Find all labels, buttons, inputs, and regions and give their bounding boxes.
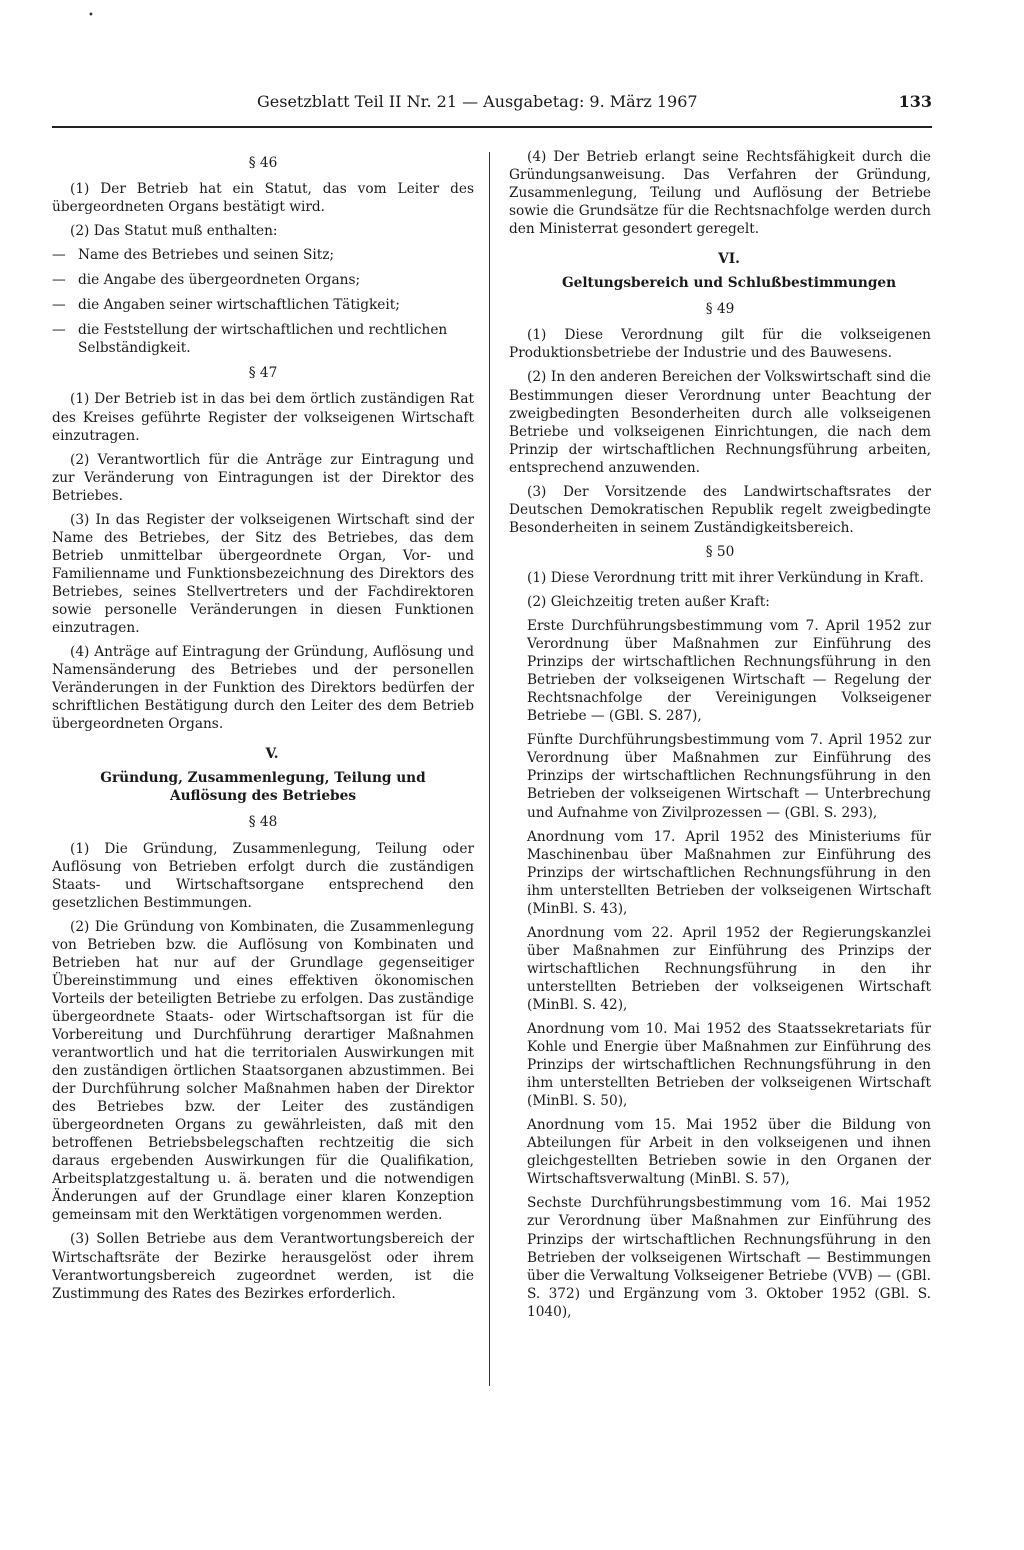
chapter-vi-title: Geltungsbereich und Schlußbestimmungen	[561, 275, 897, 292]
list-item: Anordnung vom 17. April 1952 des Ministeriums für Maschinenbau über Maßnahmen zur Einführung des Prinzips der wirtschaftlichen Rechnungsführung in den ihm unterstellten Betrieben der volkseigenen Wirtschaft (MinBl. S. 43),	[527, 828, 931, 917]
list-item: Anordnung vom 10. Mai 1952 des Staatssekretariats für Kohle und Energie über Maßnahmen zur Einführung des Prinzips der wirtschaftlichen Rechnungsführung in den ihm unterstellten Betrieben der volkseigenen Wirtschaft (MinBl. S. 50),	[527, 1021, 931, 1110]
list-item: — die Feststellung der wirtschaftlichen und rechtlichen Selbständigkeit.	[52, 321, 474, 357]
s47-paragraph-3: (3) In das Register der volkseigenen Wirtschaft sind der Name des Betriebes, der Sitz des Betriebes, das dem Betrieb unmittelbar übergeordnete Organ, Vor- und Familienname und Funktionsbezeichnung des Direktors des Betriebes, seines Stellvertreters und der Fachdirektoren sowie personelle Veränderungen in diesen Funktionen einzutragen.	[52, 511, 474, 637]
list-item: — die Angaben seiner wirtschaftlichen Tätigkeit;	[52, 296, 474, 314]
chapter-v-title-line-2: Auflösung des Betriebes	[169, 788, 357, 805]
s48-paragraph-4: (4) Der Betrieb erlangt seine Rechtsfähigkeit durch die Gründungsanweisung. Das Verfahren der Gründung, Zusammenlegung, Teilung und Auflösung der Betriebe sowie die Grundsätze für die Rechtsnachfolge werden durch den Ministerrat gesondert geregelt.	[509, 149, 931, 238]
s49-paragraph-1: (1) Diese Verordnung gilt für die volkseigenen Produktionsbetriebe der Industrie und des Bauwesens.	[509, 327, 931, 362]
right-column	[509, 148, 931, 1327]
list-item: Sechste Durchführungsbestimmung vom 16. Mai 1952 zur Verordnung über Maßnahmen zur Einführung des Prinzips der wirtschaftlichen Rechnungsführung in den Betrieben der volkseigenen Wirtschaft — Bestimmungen über die Verwaltung Volkseigener Betriebe (VVB) — (GBl. S. 372) und Ergänzung vom 3. Oktober 1952 (GBl. S. 1040),	[527, 1195, 931, 1320]
list-item: Erste Durchführungsbestimmung vom 7. April 1952 zur Verordnung über Maßnahmen zur Einführung des Prinzips der wirtschaftlichen Rechnungsführung in den Betrieben der volkseigenen Wirtschaft — Regelung der Rechtsnachfolge der Vereinigungen Volkseigener Betriebe — (GBl. S. 287),	[527, 618, 931, 725]
chapter-v-title-line-1: Gründung, Zusammenlegung, Teilung und	[100, 770, 426, 787]
s50-paragraph-1: (1) Diese Verordnung tritt mit ihrer Verkündung in Kraft.	[527, 569, 924, 586]
s48-paragraph-3: (3) Sollen Betriebe aus dem Verantwortungsbereich der Wirtschaftsräte der Bezirke herausgelöst oder ihrem Verantwortungsbereich zugeordnet werden, ist die Zustimmung des Rates des Bezirkes erforderlich.	[52, 1231, 474, 1302]
header-title: Gesetzblatt Teil II Nr. 21 — Ausgabetag: 9. März 1967	[257, 92, 698, 111]
s48-paragraph-1: (1) Die Gründung, Zusammenlegung, Teilung oder Auflösung von Betrieben erfolgt durch die zuständigen Staats- und Wirtschaftsorgane entsprechend den gesetzlichen Bestimmungen.	[52, 840, 474, 911]
left-column	[52, 148, 474, 1309]
s48-paragraph-2: (2) Die Gründung von Kombinaten, die Zusammenlegung von Betrieben bzw. die Auflösung von Kombinaten und Betrieben hat nur auf der Grundlage gegenseitiger Übereinstimmung und eines effektiven ökonomischen Vorteils der beteiligten Betriebe zu erfolgen. Das zuständige übergeordnete Staats- oder Wirtschaftsorgan ist für die Vorbereitung und Durchführung derartiger Maßnahmen verantwortlich und hat die territorialen Auswirkungen mit den zuständigen örtlichen Staatsorganen abzustimmen. Bei der Durchführung solcher Maßnahmen haben der Direktor des Betriebes bzw. der Leiter des zuständigen übergeordneten Organs zu gewährleisten, daß mit den betroffenen Betriebsbelegschaften rechtzeitig die sich daraus ergebenden Auswirkungen für die Qualifikation, Arbeitsplatzgestaltung u. ä. beraten und die notwendigen Änderungen auf der Grundlage einer klaren Konzeption gemeinsam mit den Werktätigen vorgenommen werden.	[52, 918, 474, 1224]
list-item: — Name des Betriebes und seinen Sitz;	[52, 246, 474, 264]
list-item: Fünfte Durchführungsbestimmung vom 7. April 1952 zur Verordnung über Maßnahmen zur Einführung des Prinzips der wirtschaftlichen Rechnungsführung in den Betrieben der volkseigenen Wirtschaft — Unterbrechung und Aufnahme von Zivilprozessen — (GBl. S. 293),	[527, 732, 931, 821]
s46-paragraph-1: (1) Der Betrieb hat ein Statut, das vom Leiter des übergeordneten Organs bestätigt wird.	[52, 181, 474, 216]
s49-paragraph-2: (2) In den anderen Bereichen der Volkswirtschaft sind die Bestimmungen dieser Verordnung unter Beachtung der zweigbedingten Besonderheiten durch alle volkseigenen Betriebe und volkseigenen Einrichtungen, die nach dem Prinzip der wirtschaftlichen Rechnungsführung arbeiten, entsprechend anzuwenden.	[509, 369, 931, 476]
chapter-v-number: V.	[265, 746, 279, 763]
s46-paragraph-2: (2) Das Statut muß enthalten:	[70, 223, 278, 240]
section-46-heading: § 46	[248, 155, 278, 171]
section-48-heading: § 48	[248, 814, 278, 831]
header-rule	[52, 126, 932, 128]
column-divider	[489, 152, 490, 1386]
s50-paragraph-2: (2) Gleichzeitig treten außer Kraft:	[527, 593, 770, 610]
section-50-heading: § 50	[705, 543, 735, 560]
s49-paragraph-3: (3) Der Vorsitzende des Landwirtschaftsrates der Deutschen Demokratischen Republik regelt zweigbedingte Besonderheiten in seinem Zuständigkeitsbereich.	[509, 483, 931, 536]
section-49-heading: § 49	[705, 301, 735, 318]
page-header	[52, 92, 932, 122]
s47-paragraph-1: (1) Der Betrieb ist in das bei dem örtlich zuständigen Rat des Kreises geführte Register der volkseigenen Wirtschaft einzutragen.	[52, 391, 474, 444]
list-item: Anordnung vom 15. Mai 1952 über die Bildung von Abteilungen für Arbeit in den volkseigenen und ihnen gleichgestellten Betrieben sowie in den Organen der Wirtschaftsverwaltung (MinBl. S. 57),	[527, 1117, 931, 1188]
section-47-heading: § 47	[248, 365, 278, 382]
list-item: Anordnung vom 22. April 1952 der Regierungskanzlei über Maßnahmen zur Einführung des Prinzips der wirtschaftlichen Rechnungsführung in den ihr unterstellten Betrieben der volkseigenen Wirtschaft (MinBl. S. 42),	[527, 924, 931, 1013]
chapter-vi-number: VI.	[718, 251, 740, 268]
repealed-regulations-list	[509, 617, 931, 1321]
chapter-v-title	[52, 769, 474, 805]
page-number: 133	[898, 92, 932, 111]
s47-paragraph-4: (4) Anträge auf Eintragung der Gründung, Auflösung und Namensänderung des Betriebes und der personellen Veränderungen in der Funktion des Direktors bedürfen der schriftlichen Bestätigung durch den Leiter des dem Betrieb übergeordneten Organs.	[52, 644, 474, 733]
statute-requirements-list	[52, 246, 474, 357]
s47-paragraph-2: (2) Verantwortlich für die Anträge zur Eintragung und zur Veränderung von Eintragungen ist der Direktor des Betriebes.	[52, 451, 474, 504]
list-item: — die Angabe des übergeordneten Organs;	[52, 271, 474, 289]
scan-speck: •	[88, 10, 94, 21]
